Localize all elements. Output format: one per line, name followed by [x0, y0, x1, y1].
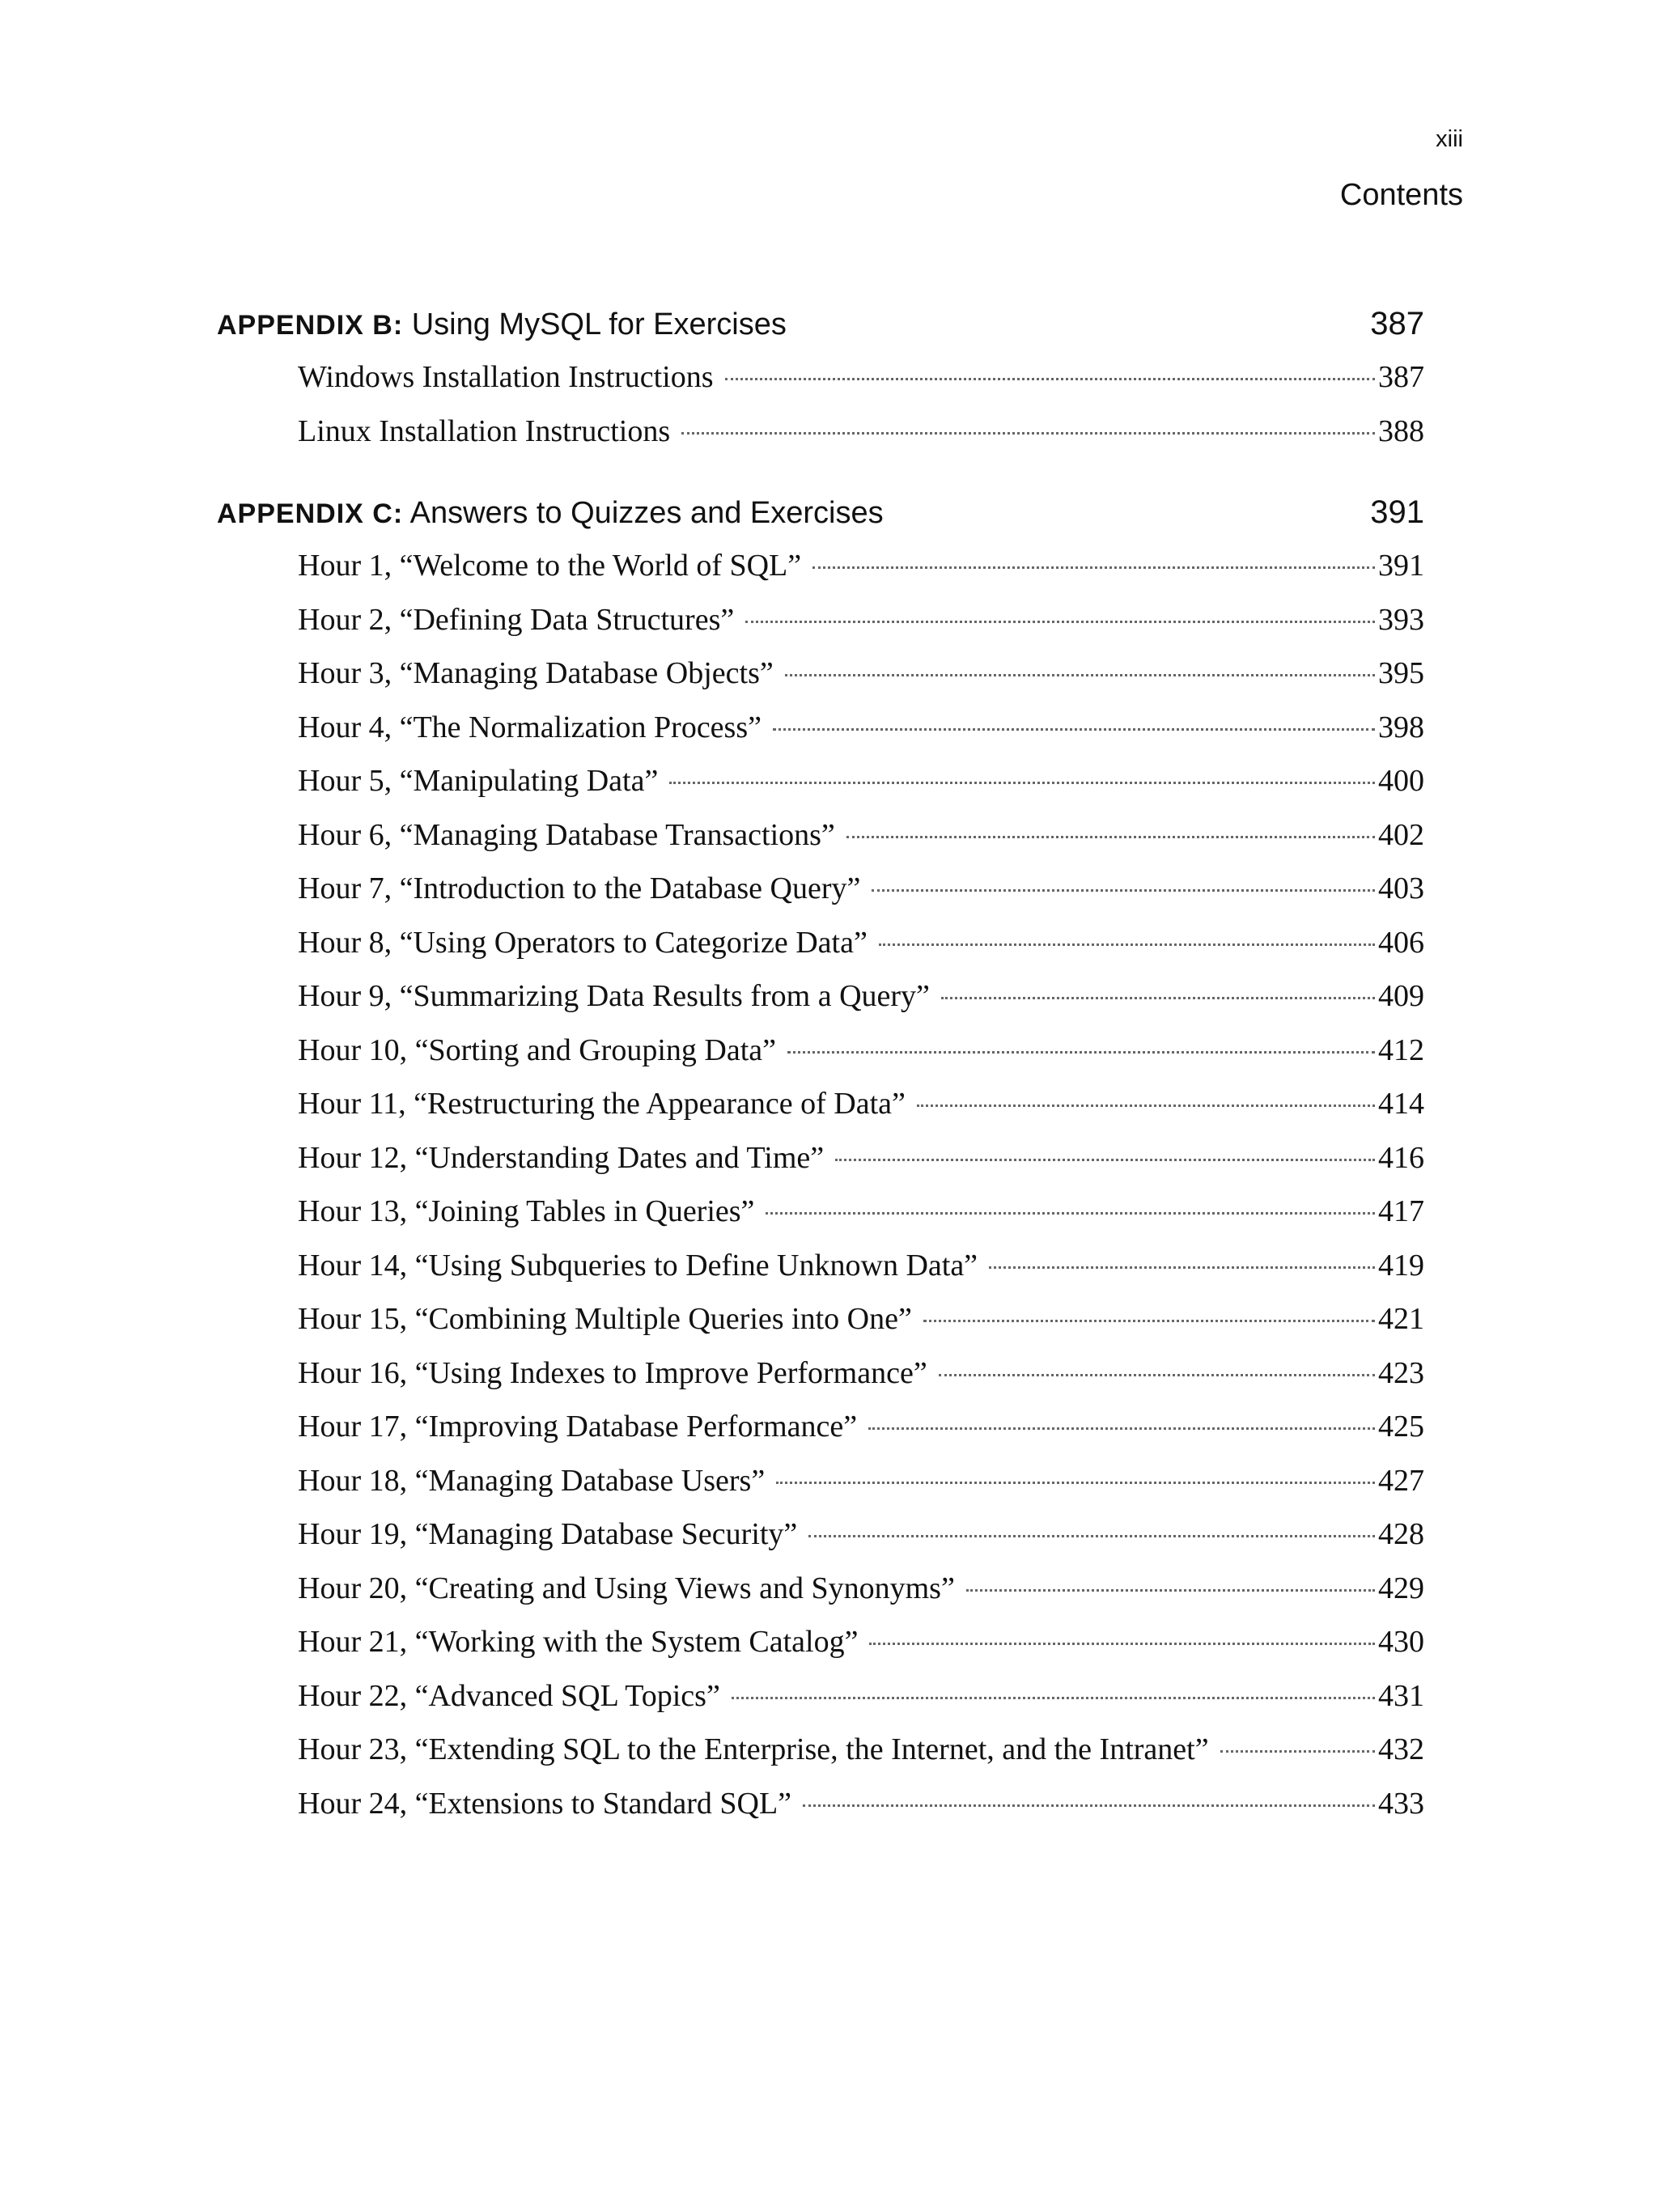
- toc-entry-title: Hour 13, “Joining Tables in Queries”: [298, 1194, 755, 1228]
- dot-leader: [835, 1159, 1375, 1161]
- toc-entry-list: [217, 539, 1424, 1830]
- toc-entry-page: 400: [1378, 764, 1424, 798]
- dot-leader: [812, 566, 1375, 569]
- toc-entry-page: 388: [1378, 413, 1424, 448]
- table-of-contents: [217, 297, 1424, 1830]
- dot-leader: [785, 674, 1375, 676]
- toc-entry-title: Hour 23, “Extending SQL to the Enterprise, the Internet, and the Intranet”: [298, 1732, 1209, 1766]
- toc-entry-page: 425: [1378, 1410, 1424, 1444]
- toc-entry-page: 412: [1378, 1032, 1424, 1067]
- dot-leader: [872, 889, 1375, 892]
- dot-leader: [745, 621, 1375, 623]
- toc-entry-title: Hour 20, “Creating and Using Views and Synonyms”: [298, 1571, 955, 1605]
- appendix-heading-text: [217, 486, 884, 541]
- toc-entry-title: Hour 3, “Managing Database Objects”: [298, 656, 774, 690]
- toc-entry-title: Hour 8, “Using Operators to Categorize Data”: [298, 925, 868, 960]
- toc-entry-page: 429: [1378, 1571, 1424, 1605]
- toc-entry: [298, 1777, 1424, 1831]
- dot-leader: [773, 728, 1375, 731]
- appendix-heading: [217, 485, 1424, 539]
- toc-entry-page: 421: [1378, 1302, 1424, 1336]
- dot-leader: [669, 782, 1375, 784]
- dot-leader: [923, 1320, 1375, 1322]
- dot-leader: [941, 997, 1375, 999]
- toc-entry: [298, 1669, 1424, 1724]
- dot-leader: [803, 1804, 1375, 1807]
- toc-entry: [298, 350, 1424, 405]
- dot-leader: [732, 1697, 1375, 1699]
- toc-entry: [298, 969, 1424, 1024]
- toc-entry-title: Hour 11, “Restructuring the Appearance of Data”: [298, 1087, 906, 1121]
- toc-entry-title: Hour 4, “The Normalization Process”: [298, 710, 762, 744]
- toc-entry: [298, 1024, 1424, 1078]
- toc-entry-title: Hour 5, “Manipulating Data”: [298, 764, 659, 798]
- dot-leader: [939, 1374, 1375, 1376]
- toc-entry: [298, 1292, 1424, 1346]
- toc-entry-title: Hour 19, “Managing Database Security”: [298, 1517, 798, 1551]
- toc-entry-title: Hour 15, “Combining Multiple Queries into One”: [298, 1302, 912, 1336]
- toc-entry-page: 433: [1378, 1786, 1424, 1821]
- dot-leader: [808, 1535, 1375, 1537]
- toc-entry: [298, 1185, 1424, 1239]
- dot-leader: [917, 1104, 1375, 1107]
- toc-entry-title: Hour 12, “Understanding Dates and Time”: [298, 1140, 825, 1175]
- toc-entry-title: Hour 17, “Improving Database Performance”: [298, 1410, 858, 1444]
- dot-leader: [989, 1266, 1375, 1269]
- toc-entry-page: 393: [1378, 602, 1424, 637]
- toc-entry-title: Linux Installation Instructions: [298, 413, 671, 448]
- toc-entry-page: 427: [1378, 1463, 1424, 1498]
- toc-entry-title: Hour 14, “Using Subqueries to Define Unknown Data”: [298, 1248, 978, 1283]
- toc-entry-page: 387: [1378, 360, 1424, 394]
- toc-entry-page: 403: [1378, 871, 1424, 905]
- toc-entry-title: Hour 6, “Managing Database Transactions”: [298, 817, 835, 852]
- toc-entry-title: Windows Installation Instructions: [298, 360, 714, 394]
- toc-entry-page: 432: [1378, 1732, 1424, 1766]
- toc-entry-title: Hour 7, “Introduction to the Database Query”: [298, 871, 861, 905]
- toc-entry: [298, 808, 1424, 863]
- dot-leader: [776, 1482, 1375, 1484]
- toc-entry-page: 402: [1378, 817, 1424, 852]
- appendix-label: APPENDIX C:: [217, 498, 404, 529]
- toc-entry-page: 423: [1378, 1355, 1424, 1390]
- toc-entry: [298, 1400, 1424, 1454]
- toc-entry-page: 419: [1378, 1248, 1424, 1283]
- toc-entry: [298, 405, 1424, 459]
- toc-entry-page: 414: [1378, 1087, 1424, 1121]
- toc-entry: [298, 1346, 1424, 1401]
- toc-entry-title: Hour 16, “Using Indexes to Improve Performance”: [298, 1355, 927, 1390]
- appendix-page-number: 391: [1370, 494, 1424, 530]
- toc-entry-page: 409: [1378, 979, 1424, 1013]
- toc-entry: [298, 1077, 1424, 1131]
- dot-leader: [725, 378, 1375, 380]
- dot-leader: [846, 836, 1375, 838]
- dot-leader: [879, 943, 1375, 946]
- toc-entry-page: 406: [1378, 925, 1424, 960]
- toc-entry-title: Hour 22, “Advanced SQL Topics”: [298, 1678, 720, 1713]
- toc-entry-page: 431: [1378, 1678, 1424, 1713]
- toc-entry: [298, 1131, 1424, 1185]
- toc-entry-title: Hour 21, “Working with the System Catalog”: [298, 1625, 859, 1659]
- toc-entry: [298, 539, 1424, 593]
- running-head: Contents: [1339, 178, 1463, 212]
- dot-leader: [868, 1427, 1375, 1430]
- toc-entry: [298, 1562, 1424, 1616]
- toc-entry: [298, 1454, 1424, 1508]
- dot-leader: [1220, 1750, 1375, 1753]
- toc-entry-page: 398: [1378, 710, 1424, 744]
- appendix-title: Using MySQL for Exercises: [411, 307, 787, 341]
- toc-entry-page: 395: [1378, 656, 1424, 690]
- toc-entry: [298, 647, 1424, 701]
- toc-entry: [298, 701, 1424, 755]
- toc-entry-title: Hour 10, “Sorting and Grouping Data”: [298, 1032, 776, 1067]
- toc-entry: [298, 1615, 1424, 1669]
- appendix-title: Answers to Quizzes and Exercises: [409, 496, 884, 530]
- toc-entry-title: Hour 2, “Defining Data Structures”: [298, 602, 735, 637]
- dot-leader: [766, 1212, 1375, 1215]
- appendix-heading-text: [217, 298, 787, 352]
- appendix-heading: [217, 297, 1424, 350]
- toc-entry: [298, 754, 1424, 808]
- toc-entry: [298, 1723, 1424, 1777]
- toc-entry-title: Hour 1, “Welcome to the World of SQL”: [298, 549, 802, 583]
- toc-entry-title: Hour 24, “Extensions to Standard SQL”: [298, 1786, 792, 1821]
- dot-leader: [787, 1051, 1375, 1054]
- toc-entry: [298, 593, 1424, 647]
- toc-entry-list: [217, 350, 1424, 458]
- dot-leader: [966, 1589, 1375, 1592]
- toc-entry-title: Hour 18, “Managing Database Users”: [298, 1463, 766, 1498]
- toc-entry-page: 430: [1378, 1625, 1424, 1659]
- appendix-page-number: 387: [1370, 306, 1424, 341]
- toc-entry-page: 391: [1378, 549, 1424, 583]
- dot-leader: [869, 1643, 1375, 1645]
- dot-leader: [681, 432, 1375, 435]
- toc-entry-title: Hour 9, “Summarizing Data Results from a Query”: [298, 979, 930, 1013]
- page-number: xiii: [1436, 126, 1463, 152]
- toc-entry-page: 417: [1378, 1194, 1424, 1228]
- toc-entry: [298, 1507, 1424, 1562]
- appendix-label: APPENDIX B:: [217, 310, 404, 341]
- toc-entry-page: 416: [1378, 1140, 1424, 1175]
- toc-entry-page: 428: [1378, 1517, 1424, 1551]
- toc-entry: [298, 1239, 1424, 1293]
- section-gap: [217, 458, 1424, 485]
- toc-entry: [298, 916, 1424, 970]
- toc-entry: [298, 862, 1424, 916]
